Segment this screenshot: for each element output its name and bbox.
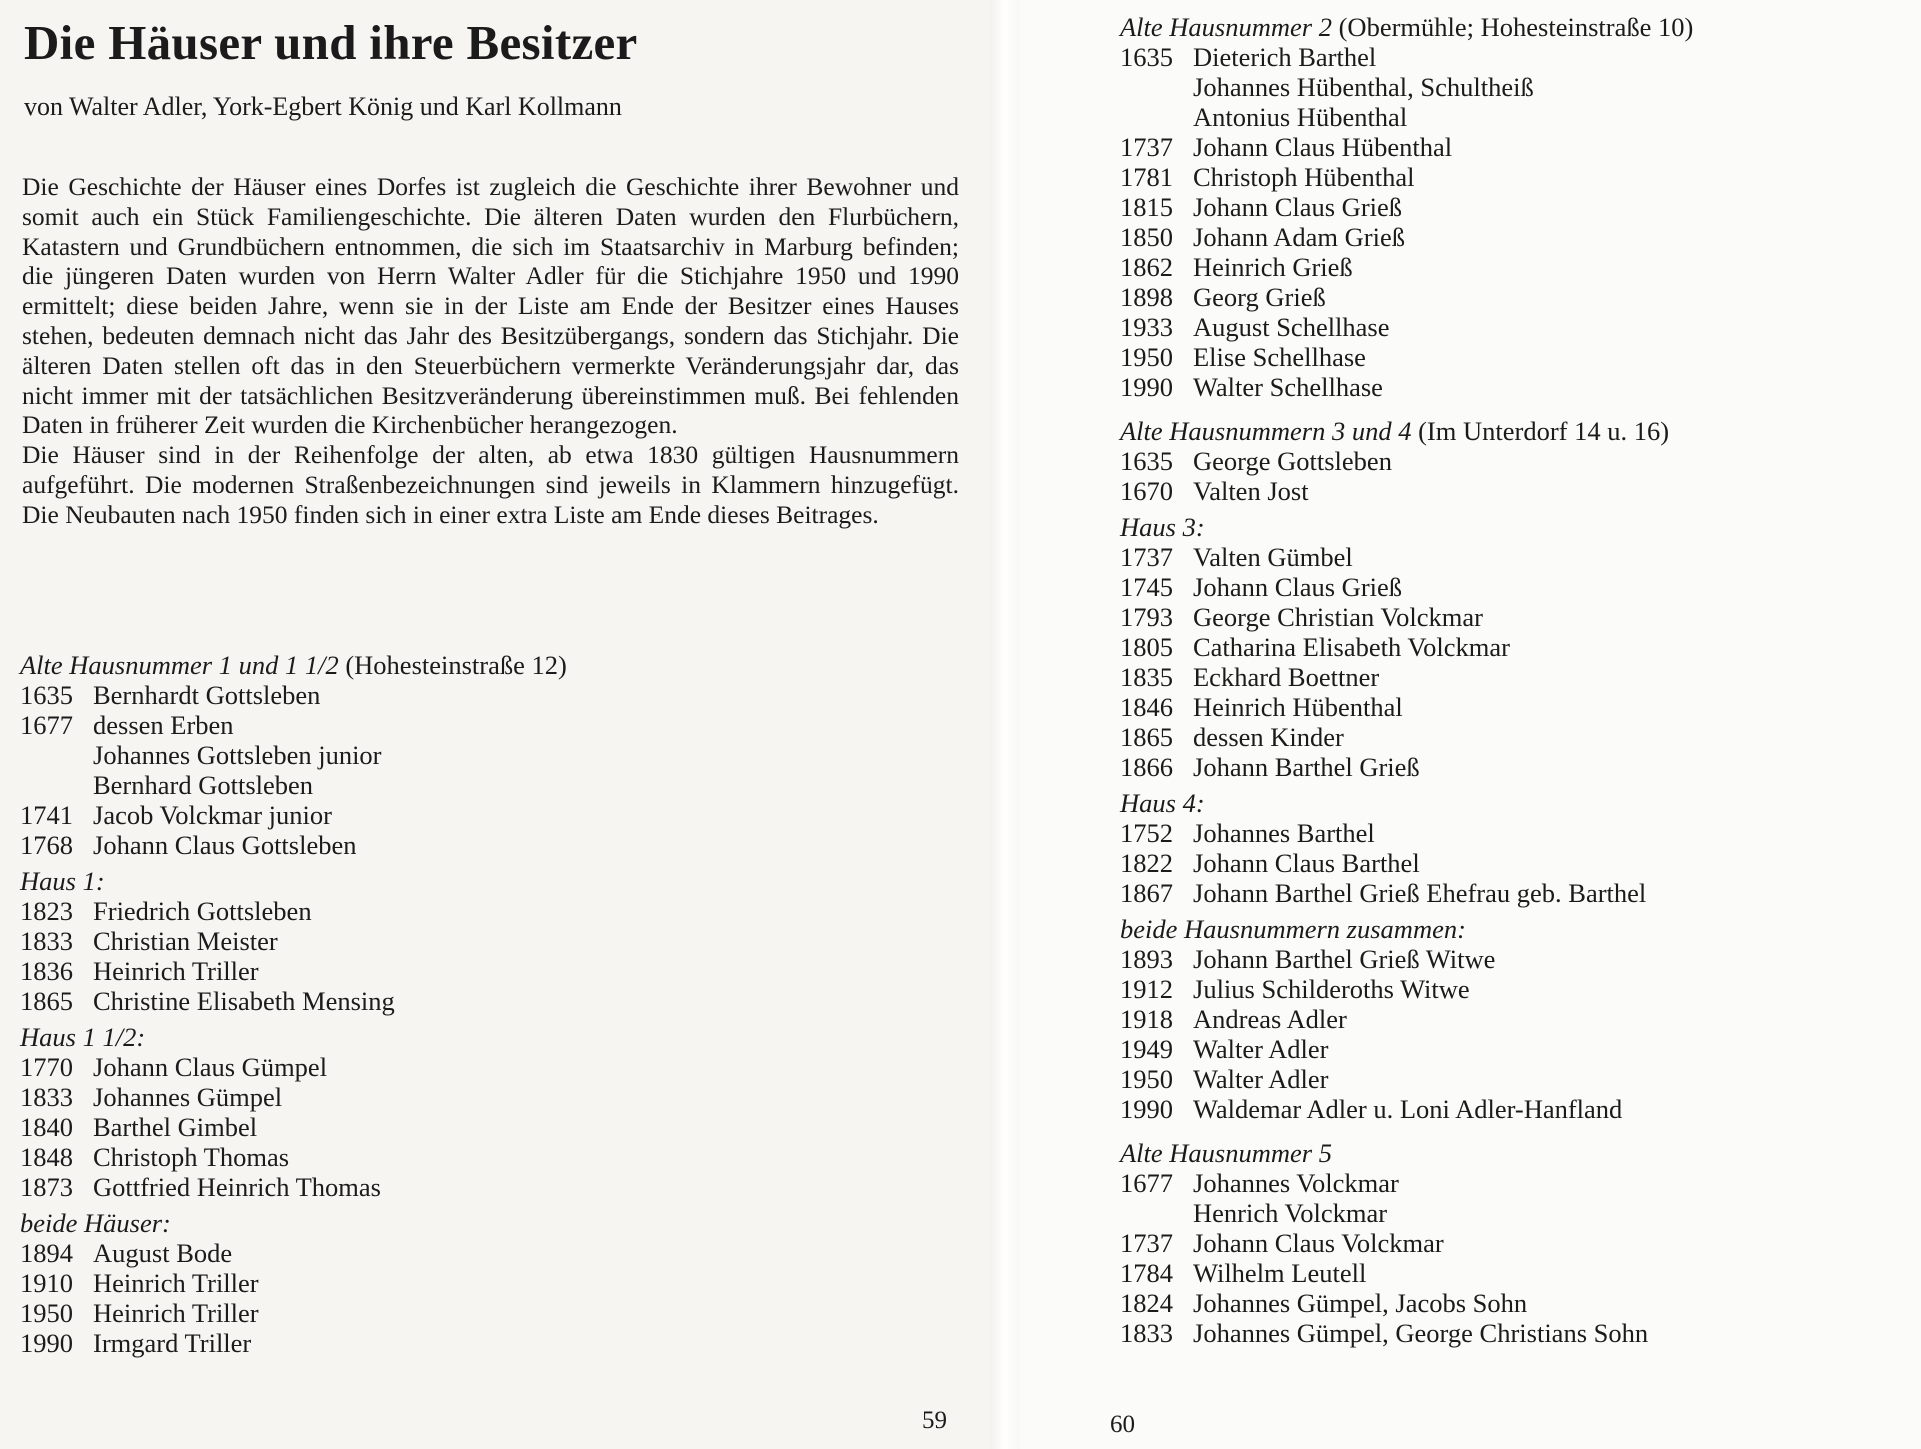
owner-entry xyxy=(20,896,567,926)
owner-entry xyxy=(1120,446,1693,476)
entry-name: Heinrich Hübenthal xyxy=(1193,692,1403,722)
owner-entry xyxy=(1120,632,1693,662)
entry-year: 1846 xyxy=(1120,692,1173,722)
entry-name: Johann Claus Grieß xyxy=(1193,572,1403,602)
entry-name: Bernhard Gottsleben xyxy=(93,770,314,800)
entry-year: 1833 xyxy=(20,926,73,956)
entry-name: Johannes Barthel xyxy=(1193,818,1375,848)
entry-year: 1670 xyxy=(1120,476,1173,506)
entry-year: 1805 xyxy=(1120,632,1173,662)
entry-year: 1894 xyxy=(20,1238,73,1268)
owner-entry xyxy=(20,1328,567,1358)
entry-year: 1635 xyxy=(1120,446,1173,476)
section-heading xyxy=(1120,416,1693,446)
entry-year: 1850 xyxy=(1120,222,1173,252)
entry-year: 1950 xyxy=(1120,1064,1173,1094)
entry-year: 1737 xyxy=(1120,542,1173,572)
entry-name: Valten Jost xyxy=(1193,476,1309,506)
owner-entry xyxy=(1120,602,1693,632)
entry-name: Christian Meister xyxy=(93,926,278,956)
owner-entry xyxy=(1120,818,1693,848)
entry-year: 1833 xyxy=(1120,1318,1173,1348)
section-heading xyxy=(1120,914,1693,944)
entry-name: Irmgard Triller xyxy=(93,1328,252,1358)
section-label: Alte Hausnummer 1 und 1 1/2 xyxy=(20,650,339,680)
entry-name: Julius Schilderoths Witwe xyxy=(1193,974,1470,1004)
entry-name: Johann Claus Gottsleben xyxy=(93,830,357,860)
entry-name: Elise Schellhase xyxy=(1193,342,1366,372)
entry-name: Jacob Volckmar junior xyxy=(93,800,332,830)
entry-name: Walter Adler xyxy=(1193,1064,1329,1094)
owner-entry xyxy=(20,986,567,1016)
section-label: Haus 4: xyxy=(1120,788,1205,818)
entry-name: Johann Claus Grieß xyxy=(1193,192,1403,222)
entry-year: 1990 xyxy=(1120,1094,1173,1124)
entry-name: Andreas Adler xyxy=(1193,1004,1347,1034)
entry-name: Johann Claus Gümpel xyxy=(93,1052,328,1082)
entry-year: 1950 xyxy=(20,1298,73,1328)
entry-name: Eckhard Boettner xyxy=(1193,662,1380,692)
owner-entry xyxy=(1120,102,1693,132)
entry-year: 1990 xyxy=(1120,372,1173,402)
entry-name: Heinrich Grieß xyxy=(1193,252,1353,282)
intro-paragraph: Die Häuser sind in der Reihenfolge der alten, ab etwa 1830 gültigen Hausnummern aufgeführt. Die modernen Straßenbezeichnungen sind jeweils in Klammern hinzugefügt. Die Neubauten nach 1950 finden sich in einer extra Liste am Ende dieses Beitrages. xyxy=(22,440,959,529)
section-label: Haus 1: xyxy=(20,866,105,896)
owner-entry xyxy=(1120,878,1693,908)
entry-name: Walter Adler xyxy=(1193,1034,1329,1064)
owner-entry xyxy=(1120,1228,1693,1258)
owner-entry xyxy=(1120,1094,1693,1124)
owner-entry xyxy=(1120,1258,1693,1288)
owner-entry xyxy=(20,770,567,800)
owner-entry xyxy=(1120,662,1693,692)
entry-year: 1949 xyxy=(1120,1034,1173,1064)
entry-year: 1867 xyxy=(1120,878,1173,908)
section-heading xyxy=(20,1208,567,1238)
owner-entry xyxy=(20,1238,567,1268)
entry-name: Johann Claus Volckmar xyxy=(1193,1228,1444,1258)
entry-year: 1677 xyxy=(1120,1168,1173,1198)
owner-entry xyxy=(20,1172,567,1202)
entry-year: 1898 xyxy=(1120,282,1173,312)
entry-year: 1752 xyxy=(1120,818,1173,848)
entry-name: Wilhelm Leutell xyxy=(1193,1258,1367,1288)
entry-year: 1865 xyxy=(20,986,73,1016)
owner-entry xyxy=(1120,162,1693,192)
owner-entry xyxy=(20,1268,567,1298)
entry-name: Dieterich Barthel xyxy=(1193,42,1377,72)
entry-name: Valten Gümbel xyxy=(1193,542,1353,572)
entry-name: Johann Barthel Grieß xyxy=(1193,752,1420,782)
entry-year: 1893 xyxy=(1120,944,1173,974)
section-heading xyxy=(20,650,567,680)
entry-name: George Christian Volckmar xyxy=(1193,602,1483,632)
section-heading xyxy=(1120,788,1693,818)
entry-name: Johann Barthel Grieß Ehefrau geb. Barthel xyxy=(1193,878,1647,908)
section-heading xyxy=(20,1022,567,1052)
entry-year: 1768 xyxy=(20,830,73,860)
entry-year: 1784 xyxy=(1120,1258,1173,1288)
owner-entry xyxy=(1120,1198,1693,1228)
owner-entry xyxy=(1120,1318,1693,1348)
page-number-right: 60 xyxy=(1110,1411,1135,1438)
entry-year: 1737 xyxy=(1120,132,1173,162)
owner-entry xyxy=(20,956,567,986)
entry-name: Catharina Elisabeth Volckmar xyxy=(1193,632,1510,662)
owner-entry xyxy=(1120,132,1693,162)
entry-name: Johannes Gümpel, George Christians Sohn xyxy=(1193,1318,1649,1348)
entry-year: 1741 xyxy=(20,800,73,830)
entry-name: Christine Elisabeth Mensing xyxy=(93,986,395,1016)
entry-name: Johann Claus Barthel xyxy=(1193,848,1420,878)
section-label: beide Hausnummern zusammen: xyxy=(1120,914,1466,944)
owner-entry xyxy=(20,1082,567,1112)
entry-name: Johannes Gümpel, Jacobs Sohn xyxy=(1193,1288,1528,1318)
entry-year: 1873 xyxy=(20,1172,73,1202)
entry-year: 1635 xyxy=(20,680,73,710)
owner-entry xyxy=(20,1142,567,1172)
entry-name: Heinrich Triller xyxy=(93,956,259,986)
entry-year: 1918 xyxy=(1120,1004,1173,1034)
entry-name: Johannes Gümpel xyxy=(93,1082,283,1112)
entry-name: Johann Adam Grieß xyxy=(1193,222,1405,252)
right-page xyxy=(1020,0,1921,1449)
entry-year: 1635 xyxy=(1120,42,1173,72)
owner-entry xyxy=(1120,542,1693,572)
owner-entry xyxy=(1120,1034,1693,1064)
entry-name: Bernhardt Gottsleben xyxy=(93,680,321,710)
entry-name: George Gottsleben xyxy=(1193,446,1392,476)
entry-name: Christoph Thomas xyxy=(93,1142,290,1172)
owner-entry xyxy=(20,740,567,770)
entry-year: 1862 xyxy=(1120,252,1173,282)
owner-entry xyxy=(1120,974,1693,1004)
book-gutter xyxy=(990,0,1020,1449)
entry-year: 1836 xyxy=(20,956,73,986)
intro-text xyxy=(22,172,959,530)
owner-entry xyxy=(1120,42,1693,72)
owner-entry xyxy=(1120,752,1693,782)
section-label: beide Häuser: xyxy=(20,1208,171,1238)
owner-entry xyxy=(1120,1064,1693,1094)
entry-year: 1835 xyxy=(1120,662,1173,692)
entry-year: 1745 xyxy=(1120,572,1173,602)
owner-entry xyxy=(20,800,567,830)
section-label: Alte Hausnummern 3 und 4 xyxy=(1120,416,1412,446)
entry-year: 1770 xyxy=(20,1052,73,1082)
owner-entry xyxy=(20,830,567,860)
owner-entry xyxy=(20,926,567,956)
owner-entry xyxy=(1120,1168,1693,1198)
entry-year: 1866 xyxy=(1120,752,1173,782)
entry-name: Johannes Volckmar xyxy=(1193,1168,1399,1198)
owner-entry xyxy=(1120,222,1693,252)
entry-name: Antonius Hübenthal xyxy=(1193,102,1408,132)
entry-year: 1910 xyxy=(20,1268,73,1298)
entry-name: dessen Kinder xyxy=(1193,722,1344,752)
section-label: Alte Hausnummer 2 xyxy=(1120,12,1332,42)
entry-year: 1815 xyxy=(1120,192,1173,222)
owner-entry xyxy=(1120,692,1693,722)
entry-name: Gottfried Heinrich Thomas xyxy=(93,1172,381,1202)
owner-entry xyxy=(1120,944,1693,974)
page-number-left: 59 xyxy=(922,1407,947,1434)
owner-entry xyxy=(20,680,567,710)
entry-year: 1950 xyxy=(1120,342,1173,372)
entry-year: 1990 xyxy=(20,1328,73,1358)
entry-name: Walter Schellhase xyxy=(1193,372,1383,402)
entry-name: Johann Claus Hübenthal xyxy=(1193,132,1453,162)
entry-year: 1912 xyxy=(1120,974,1173,1004)
entry-year: 1933 xyxy=(1120,312,1173,342)
owner-entry xyxy=(1120,722,1693,752)
entry-year: 1737 xyxy=(1120,1228,1173,1258)
entry-year: 1840 xyxy=(20,1112,73,1142)
intro-paragraph: Die Geschichte der Häuser eines Dorfes ist zugleich die Geschichte ihrer Bewohner und somit auch ein Stück Familiengeschichte. Die älteren Daten wurden den Flurbüchern, Katastern und Grundbüchern entnommen, die sich im Staatsarchiv in Marburg befinden; die jüngeren Daten wurden von Herrn Walter Adler für die Stichjahre 1950 und 1990 ermittelt; diese beiden Jahre, wenn sie in der Liste am Ende der Besitzer eines Hauses stehen, bedeuten demnach nicht das Jahr des Besitzübergangs, sondern das Stichjahr. Die älteren Daten stellen oft das in den Steuerbüchern vermerkte Veränderungsjahr dar, das nicht immer mit der tatsächlichen Besitzveränderung übereinstimmen muß. Bei fehlenden Daten in früherer Zeit wurden die Kirchenbücher herangezogen. xyxy=(22,172,959,440)
owner-entry xyxy=(1120,312,1693,342)
page-title: Die Häuser und ihre Besitzer xyxy=(24,15,638,70)
entry-year: 1833 xyxy=(20,1082,73,1112)
entry-name: Heinrich Triller xyxy=(93,1268,259,1298)
entry-name: Barthel Gimbel xyxy=(93,1112,258,1142)
entry-name: Georg Grieß xyxy=(1193,282,1326,312)
owner-entry xyxy=(20,710,567,740)
entry-year: 1865 xyxy=(1120,722,1173,752)
section-heading xyxy=(20,866,567,896)
entry-year: 1822 xyxy=(1120,848,1173,878)
entry-year: 1793 xyxy=(1120,602,1173,632)
entry-year: 1824 xyxy=(1120,1288,1173,1318)
section-heading xyxy=(1120,1138,1693,1168)
section-heading xyxy=(1120,12,1693,42)
authors-line: von Walter Adler, York-Egbert König und Karl Kollmann xyxy=(24,92,622,121)
entry-name: Christoph Hübenthal xyxy=(1193,162,1415,192)
owner-entry xyxy=(1120,1004,1693,1034)
entry-name: Friedrich Gottsleben xyxy=(93,896,312,926)
section-address: (Hohesteinstraße 12) xyxy=(338,650,567,680)
owner-entry xyxy=(1120,848,1693,878)
entry-year: 1848 xyxy=(20,1142,73,1172)
entry-name: dessen Erben xyxy=(93,710,234,740)
owner-entry xyxy=(1120,372,1693,402)
section-address: (Obermühle; Hohesteinstraße 10) xyxy=(1331,12,1694,42)
owner-entry xyxy=(1120,192,1693,222)
owner-list-right xyxy=(1120,12,1693,1348)
entry-name: August Bode xyxy=(93,1238,233,1268)
entry-name: Johann Barthel Grieß Witwe xyxy=(1193,944,1496,974)
owner-entry xyxy=(1120,1288,1693,1318)
entry-name: Waldemar Adler u. Loni Adler-Hanfland xyxy=(1193,1094,1623,1124)
owner-entry xyxy=(1120,252,1693,282)
entry-name: Johannes Gottsleben junior xyxy=(93,740,382,770)
owner-list-left xyxy=(20,650,567,1358)
owner-entry xyxy=(20,1112,567,1142)
owner-entry xyxy=(1120,342,1693,372)
entry-year: 1823 xyxy=(20,896,73,926)
owner-entry xyxy=(1120,476,1693,506)
section-heading xyxy=(1120,512,1693,542)
section-label: Haus 1 1/2: xyxy=(20,1022,146,1052)
owner-entry xyxy=(20,1298,567,1328)
owner-entry xyxy=(1120,72,1693,102)
entry-year: 1781 xyxy=(1120,162,1173,192)
owner-entry xyxy=(1120,572,1693,602)
owner-entry xyxy=(1120,282,1693,312)
entry-year: 1677 xyxy=(20,710,73,740)
entry-name: Henrich Volckmar xyxy=(1193,1198,1388,1228)
entry-name: Johannes Hübenthal, Schultheiß xyxy=(1193,72,1534,102)
entry-name: Heinrich Triller xyxy=(93,1298,259,1328)
section-label: Alte Hausnummer 5 xyxy=(1120,1138,1332,1168)
owner-entry xyxy=(20,1052,567,1082)
section-label: Haus 3: xyxy=(1120,512,1205,542)
entry-name: August Schellhase xyxy=(1193,312,1390,342)
section-address: (Im Unterdorf 14 u. 16) xyxy=(1411,416,1670,446)
